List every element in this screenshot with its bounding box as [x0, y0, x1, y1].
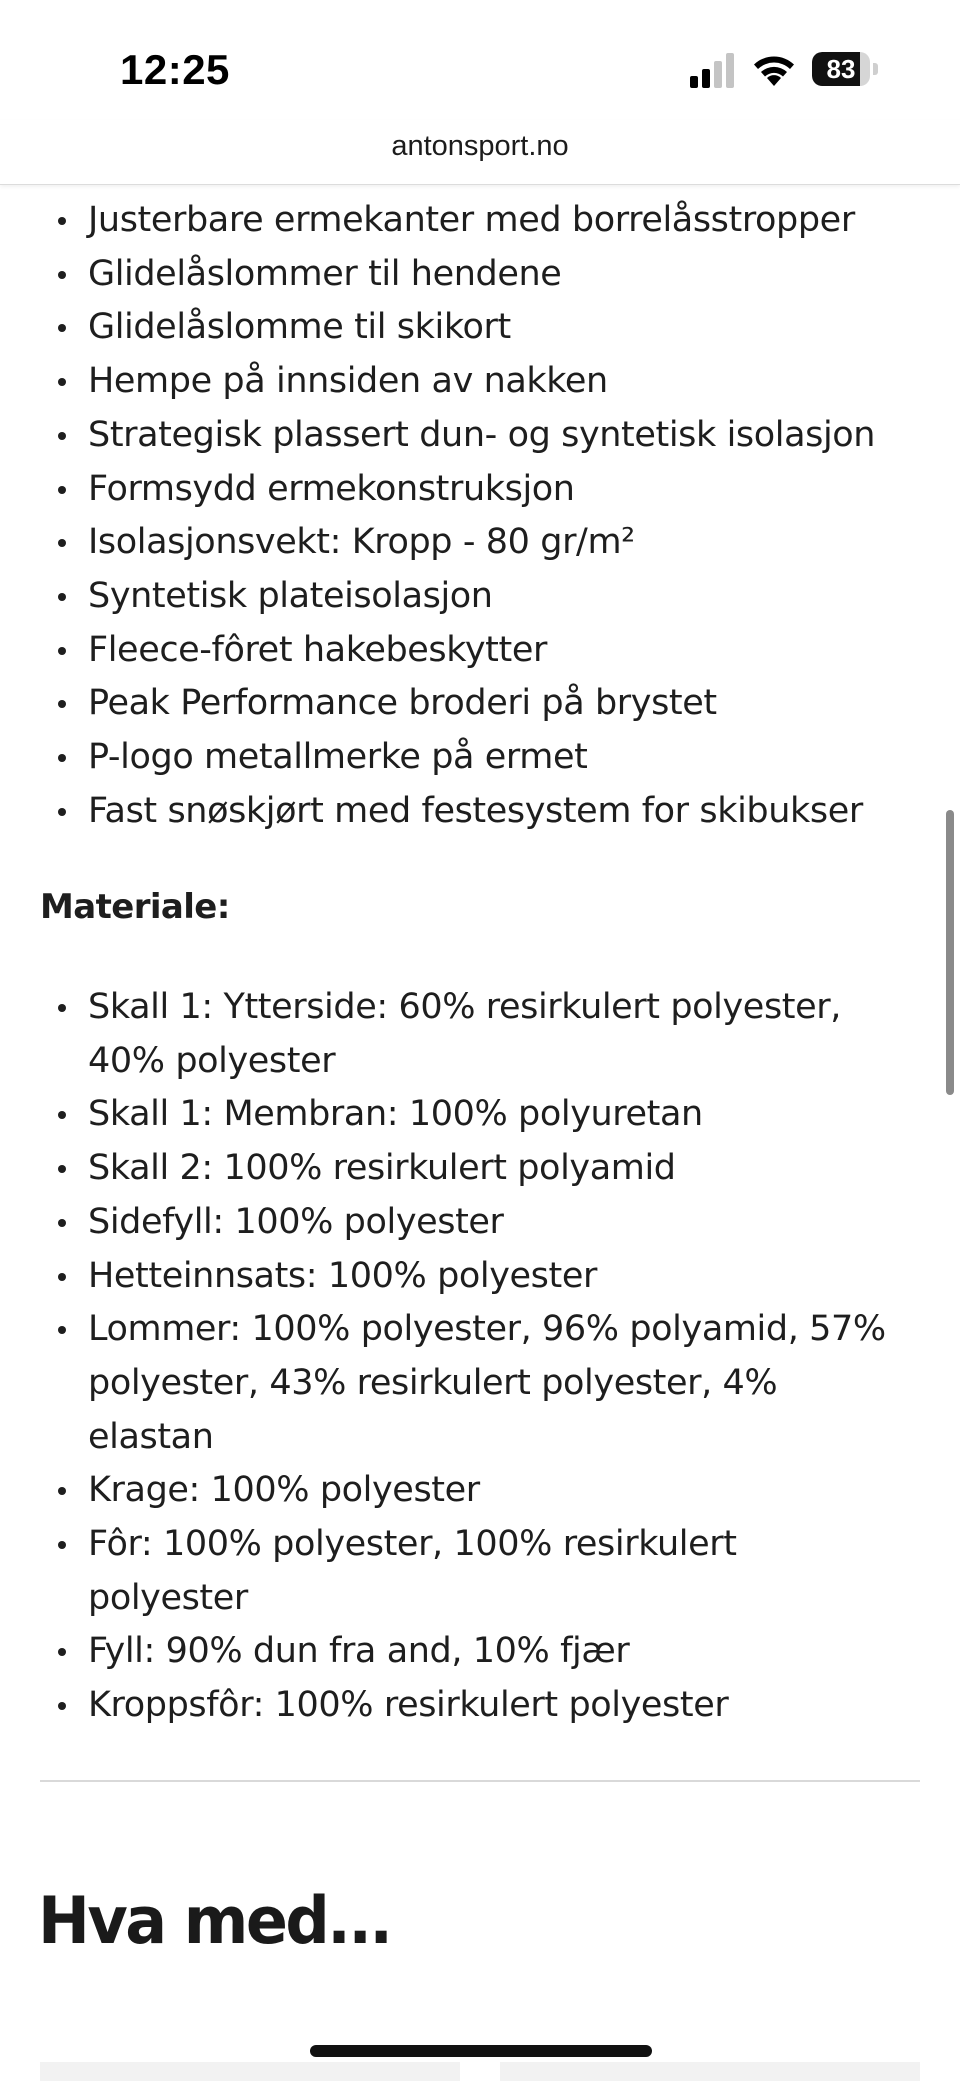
list-item: Lommer: 100% polyester, 96% polyamid, 57% polyester, 43% resirkulert polyester, 4% elastan: [0, 1303, 960, 1464]
list-item: Syntetisk plateisolasjon: [0, 570, 960, 624]
list-item: Fleece-fôret hakebeskytter: [0, 624, 960, 678]
list-item: Hempe på innsiden av nakken: [0, 355, 960, 409]
related-products-heading: Hva med...: [38, 1882, 391, 1959]
feature-list: [0, 194, 960, 838]
home-indicator[interactable]: [310, 2045, 652, 2057]
list-item: Fast snøskjørt med festesystem for skibukser: [0, 785, 960, 839]
list-item: Fyll: 90% dun fra and, 10% fjær: [0, 1625, 960, 1679]
list-item: Justerbare ermekanter med borrelåsstropper: [0, 194, 960, 248]
address-bar[interactable]: [0, 120, 960, 185]
materials-heading: Materiale:: [40, 887, 230, 927]
signal-bar: [714, 61, 722, 88]
scrollbar-thumb[interactable]: [946, 810, 954, 1095]
list-item: Krage: 100% polyester: [0, 1464, 960, 1518]
list-item: Skall 2: 100% resirkulert polyamid: [0, 1142, 960, 1196]
related-product-card[interactable]: [500, 2062, 920, 2081]
list-item: Skall 1: Ytterside: 60% resirkulert polyester, 40% polyester: [0, 981, 960, 1088]
signal-bar: [690, 76, 698, 88]
materials-list: [0, 981, 960, 1733]
status-bar: [0, 0, 960, 132]
list-item: Kroppsfôr: 100% resirkulert polyester: [0, 1679, 960, 1733]
list-item: P-logo metallmerke på ermet: [0, 731, 960, 785]
list-item: Strategisk plassert dun- og syntetisk isolasjon: [0, 409, 960, 463]
list-item: Formsydd ermekonstruksjon: [0, 463, 960, 517]
list-item: Glidelåslommer til hendene: [0, 248, 960, 302]
list-item: Peak Performance broderi på brystet: [0, 677, 960, 731]
signal-bar: [726, 53, 734, 88]
list-item: Glidelåslomme til skikort: [0, 301, 960, 355]
related-product-card[interactable]: [40, 2062, 460, 2081]
list-item: Skall 1: Membran: 100% polyuretan: [0, 1088, 960, 1142]
status-time: 12:25: [120, 46, 230, 93]
list-item: Fôr: 100% polyester, 100% resirkulert polyester: [0, 1518, 960, 1625]
list-item: Hetteinnsats: 100% polyester: [0, 1250, 960, 1304]
url-text[interactable]: antonsport.no: [391, 130, 569, 162]
wifi-icon: [752, 52, 796, 86]
list-item: Sidefyll: 100% polyester: [0, 1196, 960, 1250]
list-item: Isolasjonsvekt: Kropp - 80 gr/m²: [0, 516, 960, 570]
battery-level-text: 83: [826, 54, 856, 84]
cellular-signal-icon: [688, 52, 736, 88]
section-divider: [40, 1780, 920, 1782]
battery-icon: [812, 52, 878, 86]
signal-bar: [702, 69, 710, 88]
